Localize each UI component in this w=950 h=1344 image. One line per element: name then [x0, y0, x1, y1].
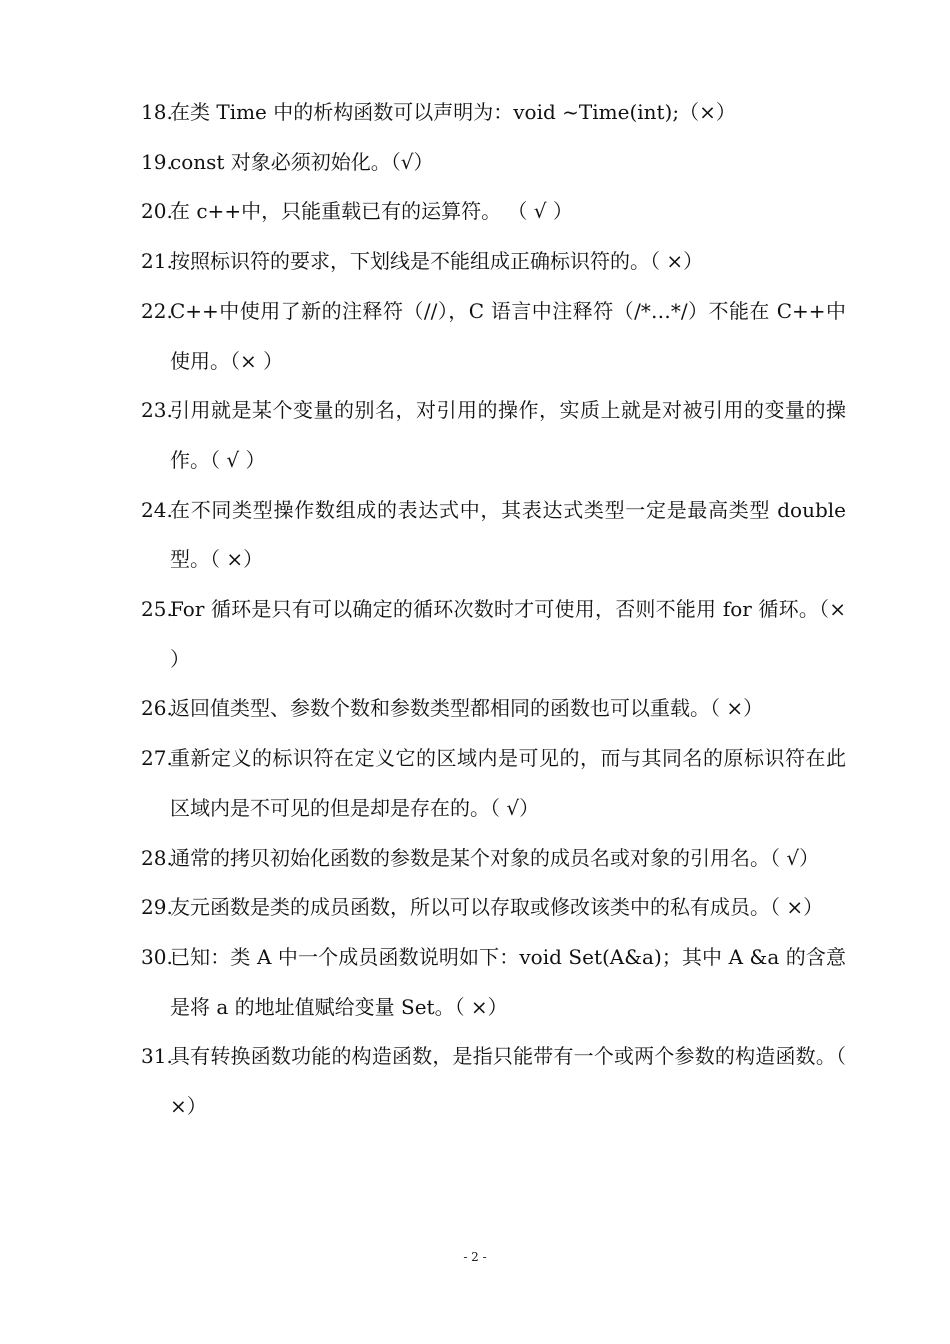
list-item [141, 734, 846, 833]
item-text: 在不同类型操作数组成的表达式中，其表达式类型一定是最高类型 double 型。（ ×） [170, 497, 846, 572]
item-number: 25. [141, 597, 173, 622]
item-text: 在类 Time 中的析构函数可以声明为：void ~Time(int);（×） [170, 100, 736, 124]
list-item [141, 287, 846, 386]
item-number: 24. [141, 497, 173, 522]
list-item [141, 834, 846, 884]
list-item [141, 486, 846, 585]
list-item [141, 88, 846, 138]
item-text: 返回值类型、参数个数和参数类型都相同的函数也可以重载。（ ×） [170, 696, 764, 721]
list-item [141, 1032, 846, 1131]
item-number: 23. [141, 398, 173, 423]
item-text: 已知：类 A 中一个成员函数说明如下：void Set(A&a)；其中 A &a 的含意是将 a 的地址值赋给变量 Set。（ ×） [170, 944, 846, 1019]
list-item [141, 237, 846, 287]
item-text: 按照标识符的要求，下划线是不能组成正确标识符的。（ ×） [170, 249, 704, 274]
list-item [141, 187, 846, 237]
page-number: - 2 - [463, 1250, 487, 1264]
item-text: 友元函数是类的成员函数，所以可以存取或修改该类中的私有成员。（ ×） [170, 895, 824, 920]
item-text: 在 c++中，只能重载已有的运算符。 （ √ ） [170, 199, 573, 224]
item-text: For 循环是只有可以确定的循环次数时才可使用，否则不能用 for 循环。（× ） [170, 597, 846, 671]
item-number: 31. [141, 1044, 173, 1069]
list-item [141, 883, 846, 933]
list-item [141, 684, 846, 734]
item-number: 28. [141, 845, 173, 870]
item-number: 27. [141, 746, 173, 771]
item-text: 重新定义的标识符在定义它的区域内是可见的，而与其同名的原标识符在此区域内是不可见的但是却是存在的。（ √） [170, 746, 846, 820]
item-number: 18. [141, 100, 173, 124]
item-number: 21. [141, 249, 173, 274]
item-text: 引用就是某个变量的别名，对引用的操作，实质上就是对被引用的变量的操作。（ √ ） [170, 398, 846, 472]
item-text: const 对象必须初始化。（√） [170, 149, 434, 174]
list-item [141, 933, 846, 1032]
item-number: 19. [141, 149, 173, 174]
item-text: 通常的拷贝初始化函数的参数是某个对象的成员名或对象的引用名。（ √） [170, 845, 820, 870]
question-list [141, 88, 846, 1132]
item-text: 具有转换函数功能的构造函数，是指只能带有一个或两个参数的构造函数。（ ×） [170, 1044, 846, 1119]
item-text: C++中使用了新的注释符（//），C 语言中注释符（/*…*/）不能在 C++中使用。（× ） [170, 298, 846, 373]
item-number: 20. [141, 199, 173, 224]
list-item [141, 386, 846, 485]
item-number: 30. [141, 944, 173, 969]
item-number: 29. [141, 895, 173, 920]
list-item [141, 138, 846, 188]
item-number: 26. [141, 696, 173, 721]
list-item [141, 585, 846, 684]
item-number: 22. [141, 298, 173, 323]
